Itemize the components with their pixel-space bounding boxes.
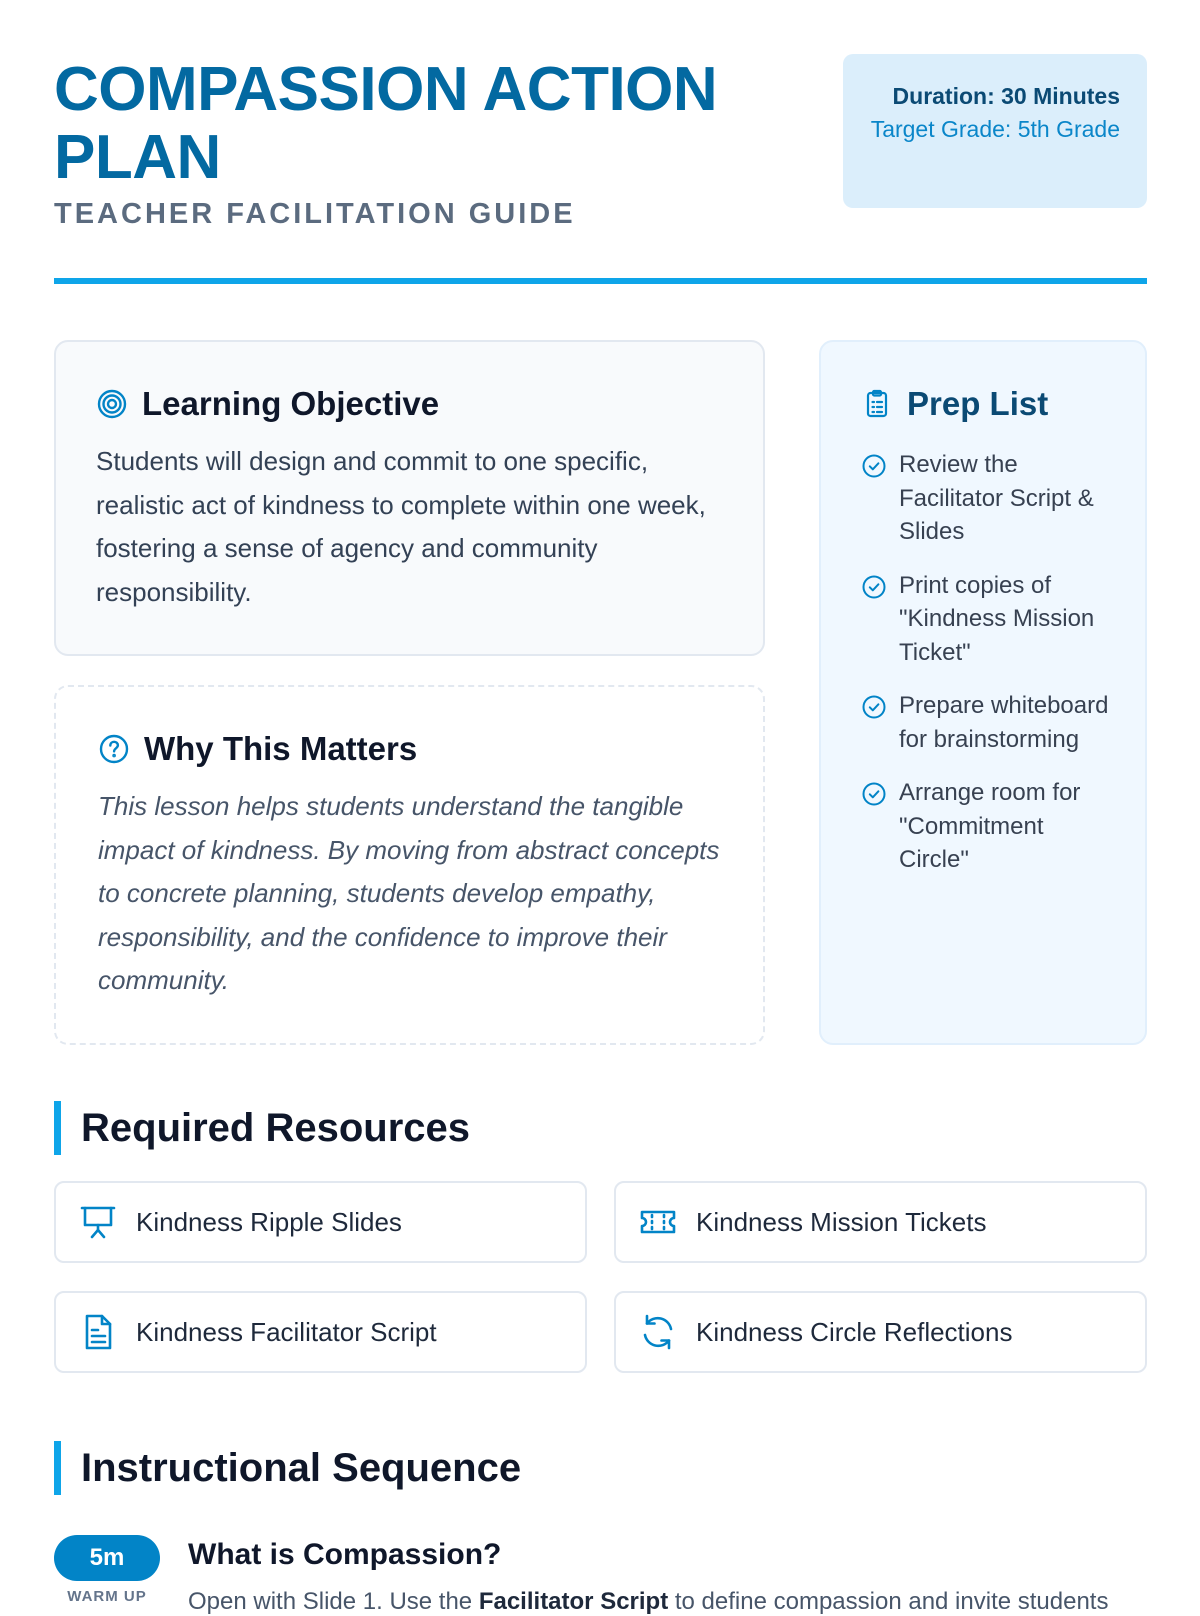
learning-objective-heading: Learning Objective [142, 385, 440, 422]
target-icon [96, 388, 128, 420]
why-this-matters-card [54, 685, 765, 1045]
resource-tickets[interactable] [614, 1181, 1147, 1263]
instructional-sequence-heading [54, 1441, 521, 1495]
resource-reflections[interactable] [614, 1291, 1147, 1373]
resource-label: Kindness Mission Tickets [696, 1206, 987, 1237]
refresh-icon [638, 1312, 678, 1352]
header [54, 52, 1147, 288]
resource-label: Kindness Circle Reflections [696, 1316, 1013, 1347]
step-phase-label: WARM UP [67, 1588, 147, 1605]
learning-objective-text: Students will design and commit to one specific, realistic act of kindness to complete within one week, fostering a sense of agency and community responsibility. [96, 446, 706, 607]
resource-slides[interactable] [54, 1181, 587, 1263]
step-description-end: to define compassion and invite students [668, 1588, 1109, 1615]
prep-item-label: Arrange room for "Commitment Circle" [899, 779, 1081, 873]
required-resources-heading [54, 1101, 470, 1155]
prep-item [861, 689, 1117, 756]
learning-objective-card [54, 340, 765, 656]
document-icon [78, 1312, 118, 1352]
duration-label: Duration: 30 Minutes [892, 83, 1120, 109]
why-this-matters-heading: Why This Matters [144, 730, 418, 767]
presentation-icon [78, 1202, 118, 1242]
why-this-matters-text: This lesson helps students understand the tangible impact of kindness. By moving from abstract concepts to concrete planning, students develop empathy, responsibility, and the confidence to improve their community. [98, 791, 720, 995]
prep-list-card [819, 340, 1147, 1045]
step-description-bold: Facilitator Script [478, 1588, 669, 1615]
step-description-start: Open with Slide 1. Use the [188, 1588, 479, 1615]
prep-item [861, 776, 1117, 877]
prep-item [861, 448, 1117, 549]
check-circle-icon [861, 694, 887, 720]
lesson-meta-box [843, 54, 1147, 208]
header-divider [54, 278, 1147, 284]
clipboard-icon [861, 388, 893, 420]
ticket-icon [638, 1202, 678, 1242]
prep-item-label: Print copies of "Kindness Mission Ticket" [899, 571, 1095, 666]
lesson-plan-page [54, 0, 1147, 1615]
page-title: COMPASSION ACTION PLAN [54, 55, 718, 192]
check-circle-icon [861, 574, 887, 600]
step-description [188, 1588, 1147, 1616]
check-circle-icon [861, 781, 887, 807]
prep-item-label: Review the Facilitator Script & Slides [899, 451, 1094, 545]
resource-label: Kindness Ripple Slides [136, 1206, 402, 1237]
resource-label: Kindness Facilitator Script [136, 1316, 437, 1347]
check-circle-icon [861, 453, 887, 479]
resource-script[interactable] [54, 1291, 587, 1373]
grade-label: Target Grade: 5th Grade [870, 116, 1120, 142]
step-title: What is Compassion? [188, 1538, 502, 1571]
required-resources-title: Required Resources [81, 1105, 471, 1150]
prep-list [861, 448, 1117, 877]
page-subtitle: TEACHER FACILITATION GUIDE [54, 198, 576, 230]
prep-item [861, 569, 1117, 670]
step-duration-badge: 5m [54, 1535, 160, 1581]
prep-list-heading: Prep List [907, 385, 1049, 422]
question-circle-icon [98, 733, 130, 765]
instructional-sequence-title: Instructional Sequence [81, 1445, 522, 1490]
prep-item-label: Prepare whiteboard for brainstorming [899, 692, 1109, 753]
